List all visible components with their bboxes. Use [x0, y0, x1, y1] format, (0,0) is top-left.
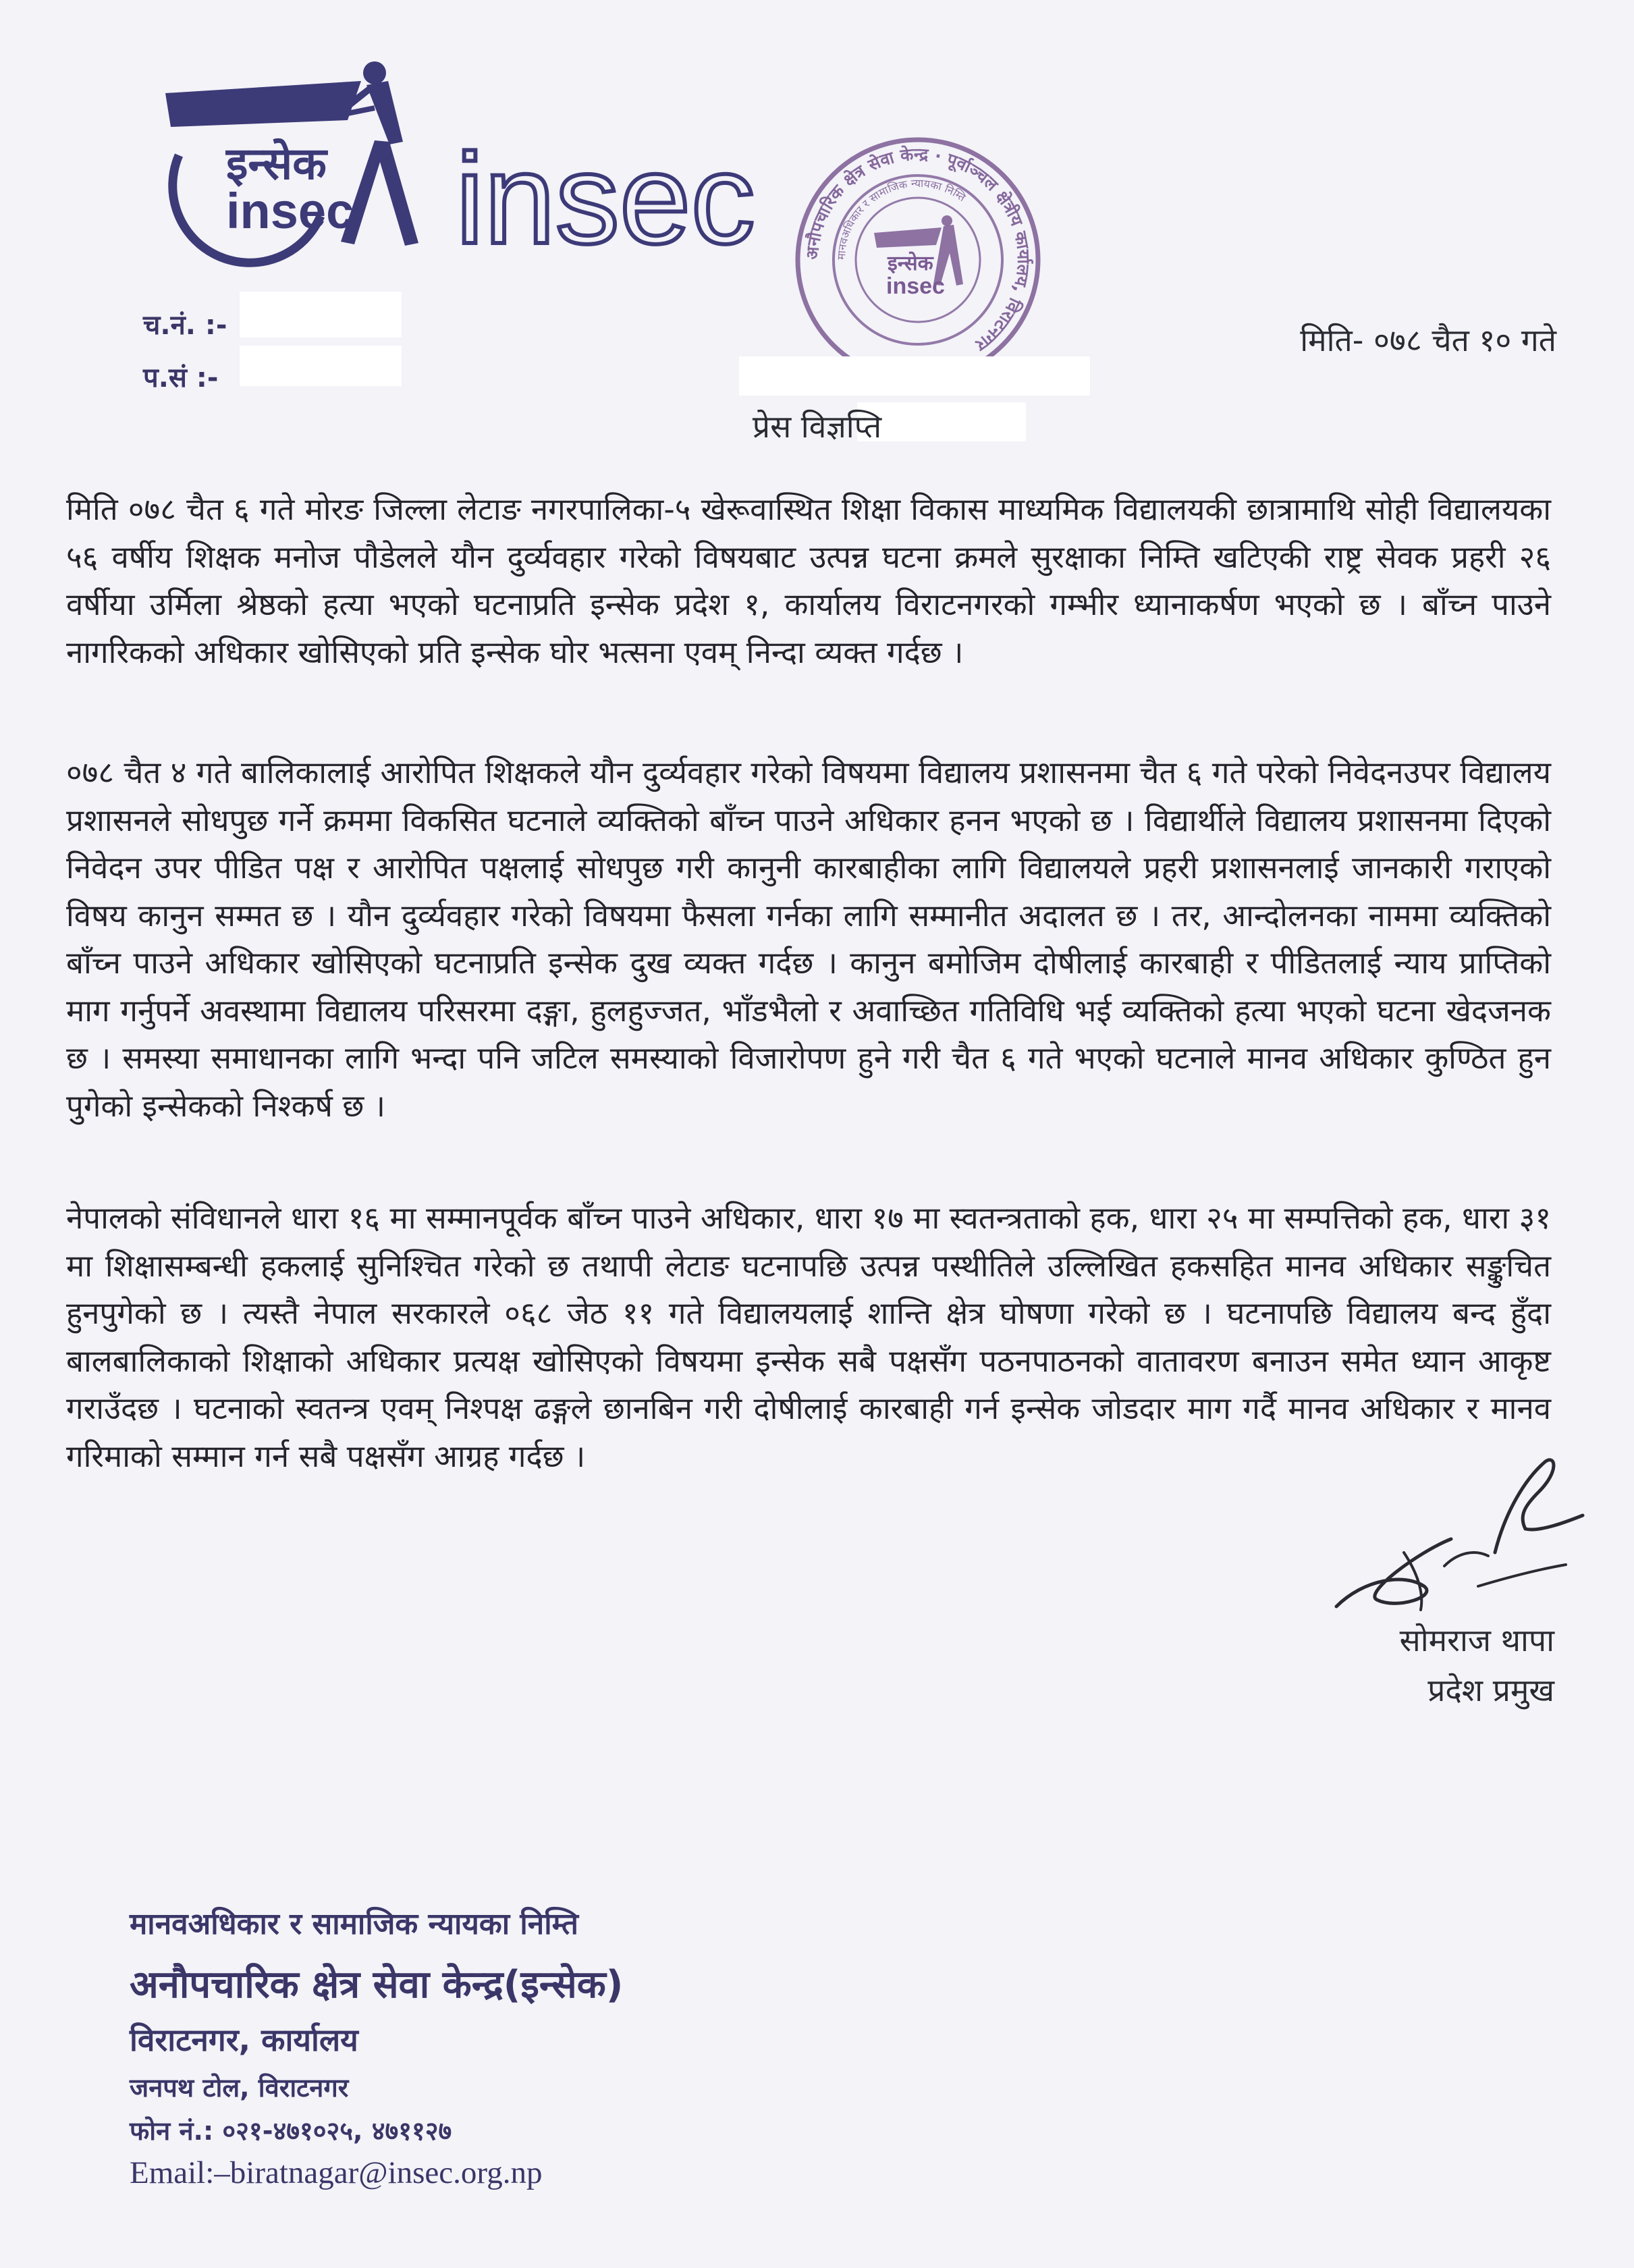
letter-date: मिति- ०७८ चैत १० गते	[1300, 322, 1556, 358]
footer-address: जनपथ टोल, विराटनगर	[130, 2073, 349, 2103]
redaction-box	[739, 356, 1090, 396]
signatory-name: सोमराज थापा	[1399, 1622, 1554, 1658]
footer-office: विराटनगर, कार्यालय	[130, 2022, 358, 2058]
footer-organization: अनौपचारिक क्षेत्र सेवा केन्द्र(इन्सेक)	[130, 1963, 624, 2007]
reference-cha	[143, 305, 227, 342]
letter-subject: प्रेस विज्ञप्ति	[752, 408, 882, 445]
seal-center-latin: insec	[886, 273, 945, 299]
redaction-box	[240, 346, 402, 386]
seal-inner-ring-text: मानवअधिकार र सामाजिक न्यायका निम्ति	[834, 176, 968, 261]
footer-tagline: मानवअधिकार र सामाजिक न्यायका निम्ति	[130, 1907, 578, 1941]
reference-pa	[143, 358, 218, 395]
logo-wordmark: insec	[456, 128, 755, 271]
reference-pa-label: प.सं :-	[143, 362, 219, 394]
body-paragraph: नेपालको संविधानले धारा १६ मा सम्मानपूर्वक बाँच्न पाउने अधिकार, धारा १७ मा स्वतन्त्रताको हक, धारा २५ मा सम्पत्तिको हक, धारा ३१ मा शिक्षासम्बन्धी हकलाई सुनिश्चित गरेको छ तथापी लेटाङ घटनापछि उत्पन्न पस्थीतिले उल्लिखित हकसहित मानव अधिकार सङ्कुचित हुनपुगेको छ । त्यस्तै नेपाल सरकारले ०६८ जेठ ११ गते विद्यालयलाई शान्ति क्षेत्र घोषणा गरेको छ । घटनापछि विद्यालय बन्द हुँदा बालबालिकाको शिक्षाको अधिकार प्रत्यक्ष खोसिएको विषयमा इन्सेक सबै पक्षसँग पठनपाठनको वातावरण बनाउन समेत ध्यान आकृष्ट गराउँदछ । घटनाको स्वतन्त्र एवम् निश्पक्ष ढङ्गले छानबिन गरी दोषीलाई कारबाही गर्न इन्सेक जोडदार माग गर्दै मानव अधिकार र मानव गरिमाको सम्मान गर्न सबै पक्षसँग आग्रह गर्दछ ।	[66, 1200, 1551, 1474]
redaction-box	[240, 292, 402, 338]
signatory-title: प्रदेश प्रमुख	[1427, 1672, 1554, 1708]
footer-phone: फोन नं.: ०२१-४७१०२५, ४७११२७	[130, 2116, 452, 2146]
logo-worker-head	[363, 61, 386, 84]
logo-devanagari: इन्सेक	[226, 138, 327, 190]
logo-small-latin: insec	[226, 183, 354, 239]
footer-email[interactable]: Email:–biratnagar@insec.org.np	[130, 2155, 543, 2190]
insec-logo	[152, 61, 773, 284]
office-seal	[786, 132, 1050, 388]
logo-cart-bed	[165, 81, 361, 127]
signature	[1323, 1451, 1593, 1620]
body-paragraph: ०७८ चैत ४ गते बालिकालाई आरोपित शिक्षकले यौन दुर्व्यवहार गरेको विषयमा विद्यालय प्रशासनमा चैत ६ गते परेको निवेदनउपर विद्यालय प्रशासनले सोधपुछ गर्ने क्रममा विकसित घटनाले व्यक्तिको बाँच्न पाउने अधिकार हनन भएको छ । विद्यार्थीले विद्यालय प्रशासनमा दिएको निवेदन उपर पीडित पक्ष र आरोपित पक्षलाई सोधपुछ गरी कानुनी कारबाहीका लागि विद्यालयले प्रहरी प्रशासनलाई जानकारी गराएको विषय कानुन सम्मत छ । यौन दुर्व्यवहार गरेको विषयमा फैसला गर्नका लागि सम्मानीत अदालत छ । तर, आन्दोलनका नाममा व्यक्तिको बाँच्न पाउने अधिकार खोसिएको घटनाप्रति इन्सेक दुख व्यक्त गर्दछ । कानुन बमोजिम दोषीलाई कारबाही र पीडितलाई न्याय प्राप्तिको माग गर्नुपर्ने अवस्थामा विद्यालय परिसरमा दङ्गा, हुलहुज्जत, भाँडभैलो र अवाच्छित गतिविधि भई व्यक्तिको हत्या भएको घटना खेदजनक छ । समस्या समाधानका लागि भन्दा पनि जटिल समस्याको विजारोपण हुने गरी चैत ६ गते भएको घटनाले मानव अधिकार कुण्ठित हुन पुगेको इन्सेकको निश्कर्ष छ ।	[66, 755, 1551, 1124]
body-paragraph: मिति ०७८ चैत ६ गते मोरङ जिल्ला लेटाङ नगरपालिका-५ खेरूवास्थित शिक्षा विकास माध्यमिक विद्यालयकी छात्रामाथि सोही विद्यालयका ५६ वर्षीय शिक्षक मनोज पौडेलले यौन दुर्व्यवहार गरेको विषयबाट उत्पन्न घटना क्रमले सुरक्षाका निम्ति खटिएकी राष्ट्र सेवक प्रहरी २६ वर्षीया उर्मिला श्रेष्ठको हत्या भएको घटनाप्रति इन्सेक प्रदेश १, कार्यालय विराटनगरको गम्भीर ध्यानाकर्षण भएको छ । बाँच्न पाउने नागरिकको अधिकार खोसिएको प्रति इन्सेक घोर भत्सना एवम् निन्दा व्यक्त गर्दछ ।	[66, 491, 1551, 670]
seal-center-devanagari: इन्सेक	[888, 252, 933, 275]
seal-ring-text: अनौपचारिक क्षेत्र सेवा केन्द्र · पूर्वाञ्चल क्षेत्रीय कार्यालय, विराटनगर	[802, 144, 1034, 355]
reference-cha-label: च.नं. :-	[143, 310, 227, 341]
